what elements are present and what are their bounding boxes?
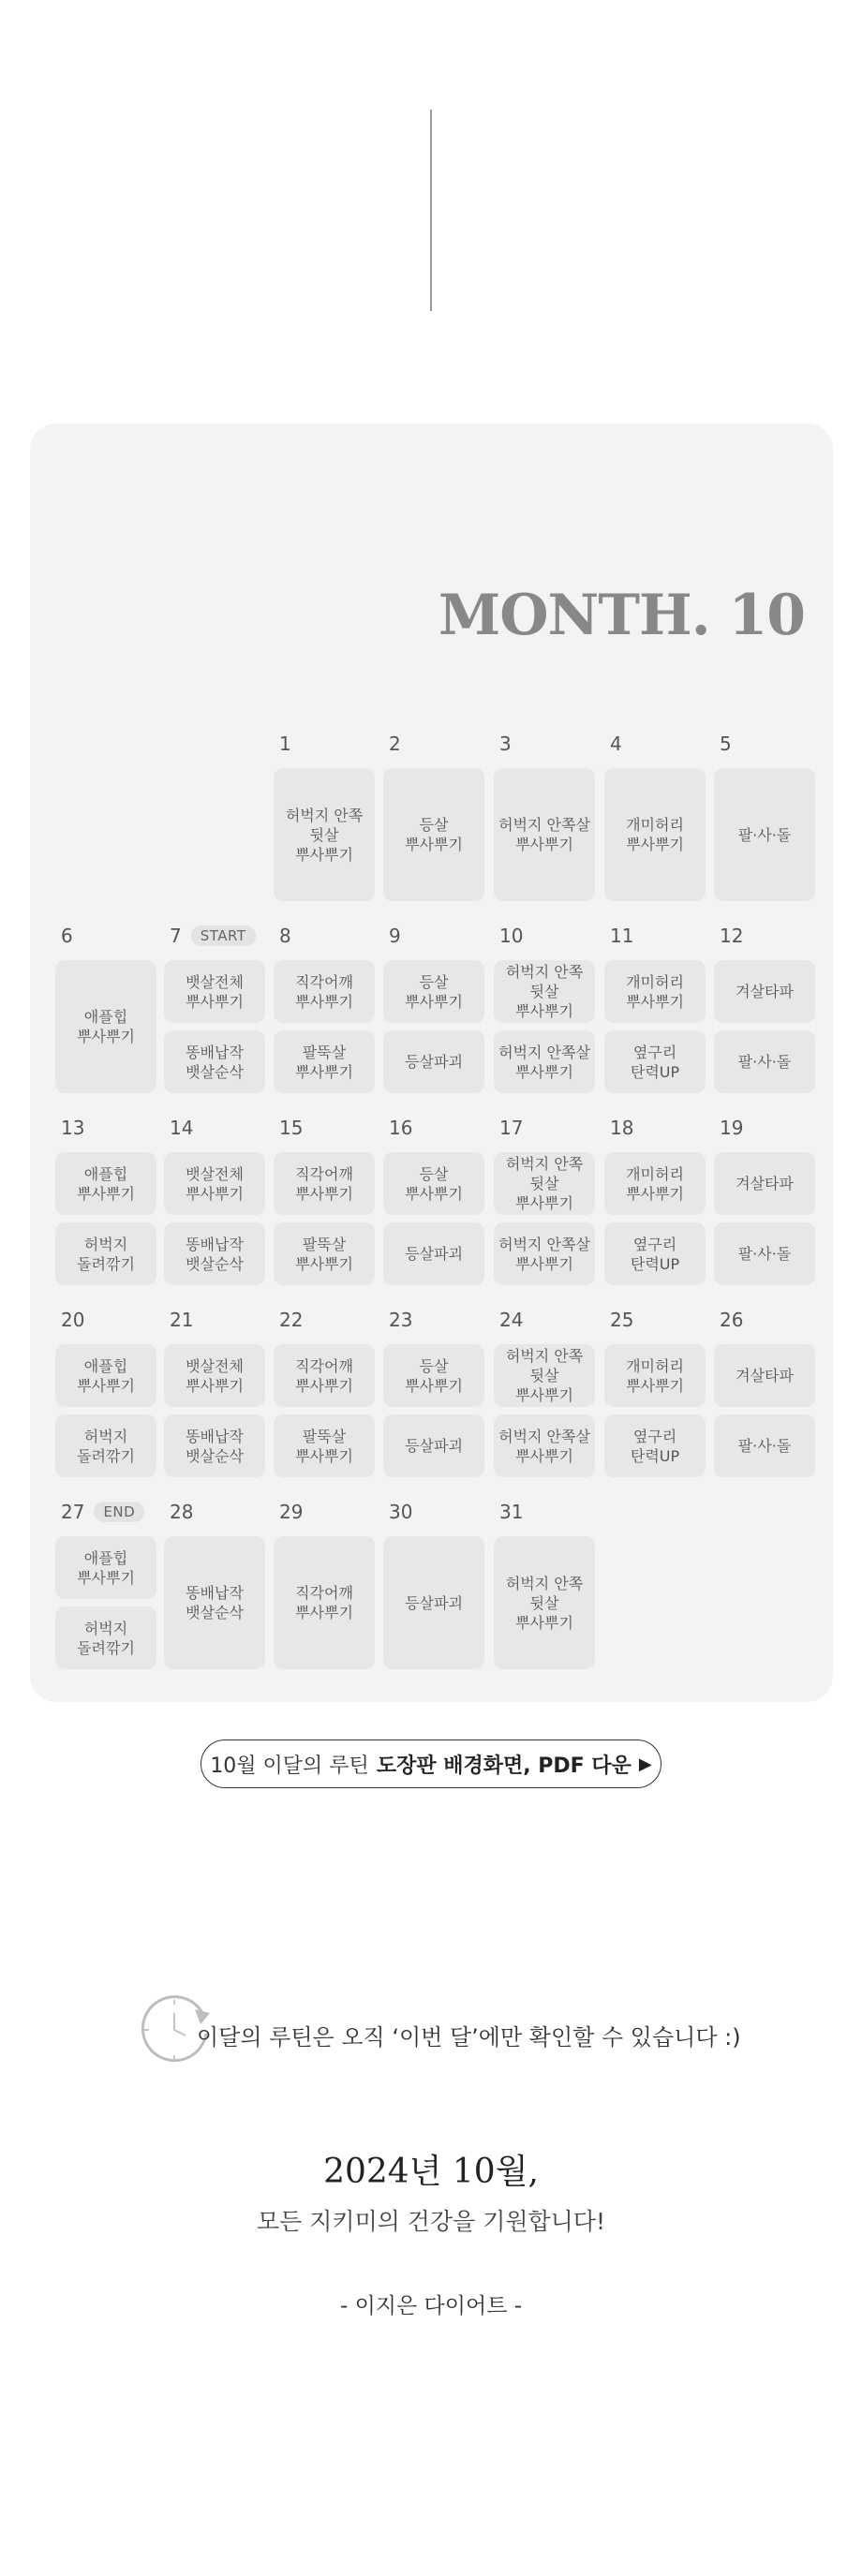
routine-tile: 팔뚝살 뿌사뿌기 [274,1414,375,1477]
day-number-label: 31 [499,1501,524,1523]
routine-tile: 허벅지 안쪽살 뿌사뿌기 [494,1222,595,1285]
day-number [389,733,401,755]
day-number [279,925,291,947]
routine-tile: 팔·사·돌 [714,1030,815,1093]
routine-tile: 직각어깨 뿌사뿌기 [274,960,375,1023]
routine-tile: 개미허리 뿌사뿌기 [604,1344,706,1407]
routine-tile: 직각어깨 뿌사뿌기 [274,1536,375,1669]
closing-message: 모든 지키미의 건강을 기원합니다! [257,2208,605,2235]
routine-tile: 뱃살전체 뿌사뿌기 [164,960,265,1023]
routine-tile: 뱃살전체 뿌사뿌기 [164,1152,265,1215]
routine-tile: 허벅지 안쪽 뒷살 뿌사뿌기 [494,960,595,1023]
day-number [61,1117,84,1139]
day-number [499,1117,523,1139]
day-number [720,1117,743,1139]
notice [141,1992,740,2067]
routine-tile: 옆구리 탄력UP [604,1222,706,1285]
day-number [389,1309,412,1331]
day-number [61,1309,84,1331]
day-number [610,1309,633,1331]
day-number [499,925,523,947]
routine-tile: 등살 뿌사뿌기 [383,1344,484,1407]
routine-tile: 애플힙 뿌사뿌기 [55,1536,156,1599]
day-number-label: 17 [499,1117,524,1139]
calendar-card [30,423,833,1702]
routine-tile: 등살 뿌사뿌기 [383,960,484,1023]
day-number-label: 30 [389,1501,413,1523]
day-number [279,1117,303,1139]
routine-tile: 겨살타파 [714,960,815,1023]
day-number [61,925,73,947]
download-button-bold: 도장판 배경화면, PDF 다운 [376,1754,632,1778]
routine-tile: 팔·사·돌 [714,1222,815,1285]
day-number [170,1501,193,1523]
routine-tile: 허벅지 안쪽 뒷살 뿌사뿌기 [274,768,375,901]
day-number-label: 6 [61,925,73,947]
day-number [720,925,743,947]
routine-tile: 팔뚝살 뿌사뿌기 [274,1222,375,1285]
day-number-label: 13 [61,1117,85,1139]
routine-tile: 팔·사·돌 [714,768,815,901]
routine-tile: 개미허리 뿌사뿌기 [604,960,706,1023]
day-number-label: 8 [279,925,291,947]
routine-tile: 허벅지 안쪽 뒷살 뿌사뿌기 [494,1152,595,1215]
day-number [720,1309,743,1331]
day-number [279,1309,303,1331]
day-number-label: 1 [279,733,291,755]
day-number-label: 18 [610,1117,634,1139]
day-number-label: 5 [720,733,732,755]
download-button-prefix: 10월 이달의 루틴 [210,1754,369,1778]
routine-tile: 뱃살전체 뿌사뿌기 [164,1344,265,1407]
routine-tile: 허벅지 안쪽살 뿌사뿌기 [494,1030,595,1093]
routine-tile: 직각어깨 뿌사뿌기 [274,1152,375,1215]
routine-tile: 팔·사·돌 [714,1414,815,1477]
day-number-label: 7 [170,925,182,947]
day-number-label: 4 [610,733,622,755]
day-number-label: 23 [389,1309,413,1331]
month-title: MONTH. 10 [438,583,805,648]
day-number [279,733,291,755]
day-number [170,1117,193,1139]
day-number-label: 29 [279,1501,304,1523]
routine-tile: 등살파괴 [383,1222,484,1285]
routine-tile: 허벅지 안쪽살 뿌사뿌기 [494,1414,595,1477]
routine-tile: 애플힙 뿌사뿌기 [55,1344,156,1407]
routine-tile: 허벅지 안쪽살 뿌사뿌기 [494,768,595,901]
day-number [389,1501,412,1523]
day-number-label: 16 [389,1117,413,1139]
divider-line [430,110,432,311]
signature: - 이지은 다이어트 - [339,2294,523,2318]
day-number [499,733,512,755]
day-number-label: 25 [610,1309,634,1331]
routine-tile: 개미허리 뿌사뿌기 [604,768,706,901]
routine-tile: 똥배납작 뱃살순삭 [164,1222,265,1285]
download-button[interactable] [201,1740,661,1788]
day-number-label: 21 [170,1309,194,1331]
routine-tile: 똥배납작 뱃살순삭 [164,1414,265,1477]
day-number-label: 20 [61,1309,85,1331]
routine-tile: 허벅지 안쪽 뒷살 뿌사뿌기 [494,1344,595,1407]
day-number-label: 15 [279,1117,304,1139]
day-tag: START [191,925,256,946]
day-number-label: 14 [170,1117,194,1139]
day-number [170,1309,193,1331]
day-number [61,1501,144,1523]
day-number-label: 10 [499,925,524,947]
routine-tile: 똥배납작 뱃살순삭 [164,1536,265,1669]
notice-text: 이달의 루틴은 오직 ‘이번 달’에만 확인할 수 있습니다 :) [197,2024,741,2050]
routine-tile: 직각어깨 뿌사뿌기 [274,1344,375,1407]
routine-tile: 등살 뿌사뿌기 [383,1152,484,1215]
day-number-label: 12 [720,925,744,947]
day-number-label: 27 [61,1501,85,1523]
routine-tile: 애플힙 뿌사뿌기 [55,1152,156,1215]
day-number [720,733,732,755]
routine-tile: 옆구리 탄력UP [604,1414,706,1477]
day-number-label: 24 [499,1309,524,1331]
routine-tile: 등살파괴 [383,1414,484,1477]
day-tag: END [94,1502,144,1522]
routine-tile: 겨살타파 [714,1152,815,1215]
day-number-label: 26 [720,1309,744,1331]
day-number [499,1309,523,1331]
day-number-label: 2 [389,733,401,755]
routine-tile: 겨살타파 [714,1344,815,1407]
routine-tile: 개미허리 뿌사뿌기 [604,1152,706,1215]
day-number [610,925,633,947]
day-number [279,1501,303,1523]
play-triangle-icon: ▶ [638,1754,652,1774]
day-number [389,925,401,947]
routine-tile: 허벅지 돌려깎기 [55,1222,156,1285]
day-number-label: 11 [610,925,634,947]
day-number-label: 3 [499,733,512,755]
routine-tile: 허벅지 돌려깎기 [55,1606,156,1669]
day-number [499,1501,523,1523]
day-number [389,1117,412,1139]
day-number-label: 28 [170,1501,194,1523]
routine-tile: 허벅지 돌려깎기 [55,1414,156,1477]
routine-tile: 팔뚝살 뿌사뿌기 [274,1030,375,1093]
day-number-label: 19 [720,1117,744,1139]
closing-date: 2024년 10월, [323,2153,539,2191]
routine-tile: 똥배납작 뱃살순삭 [164,1030,265,1093]
routine-tile: 등살파괴 [383,1536,484,1669]
day-number-label: 22 [279,1309,304,1331]
day-number [610,733,622,755]
routine-tile: 등살 뿌사뿌기 [383,768,484,901]
day-number [170,925,256,947]
day-number-label: 9 [389,925,401,947]
routine-tile: 옆구리 탄력UP [604,1030,706,1093]
routine-tile: 허벅지 안쪽 뒷살 뿌사뿌기 [494,1536,595,1669]
routine-tile: 등살파괴 [383,1030,484,1093]
day-number [610,1117,633,1139]
routine-tile: 애플힙 뿌사뿌기 [55,960,156,1093]
